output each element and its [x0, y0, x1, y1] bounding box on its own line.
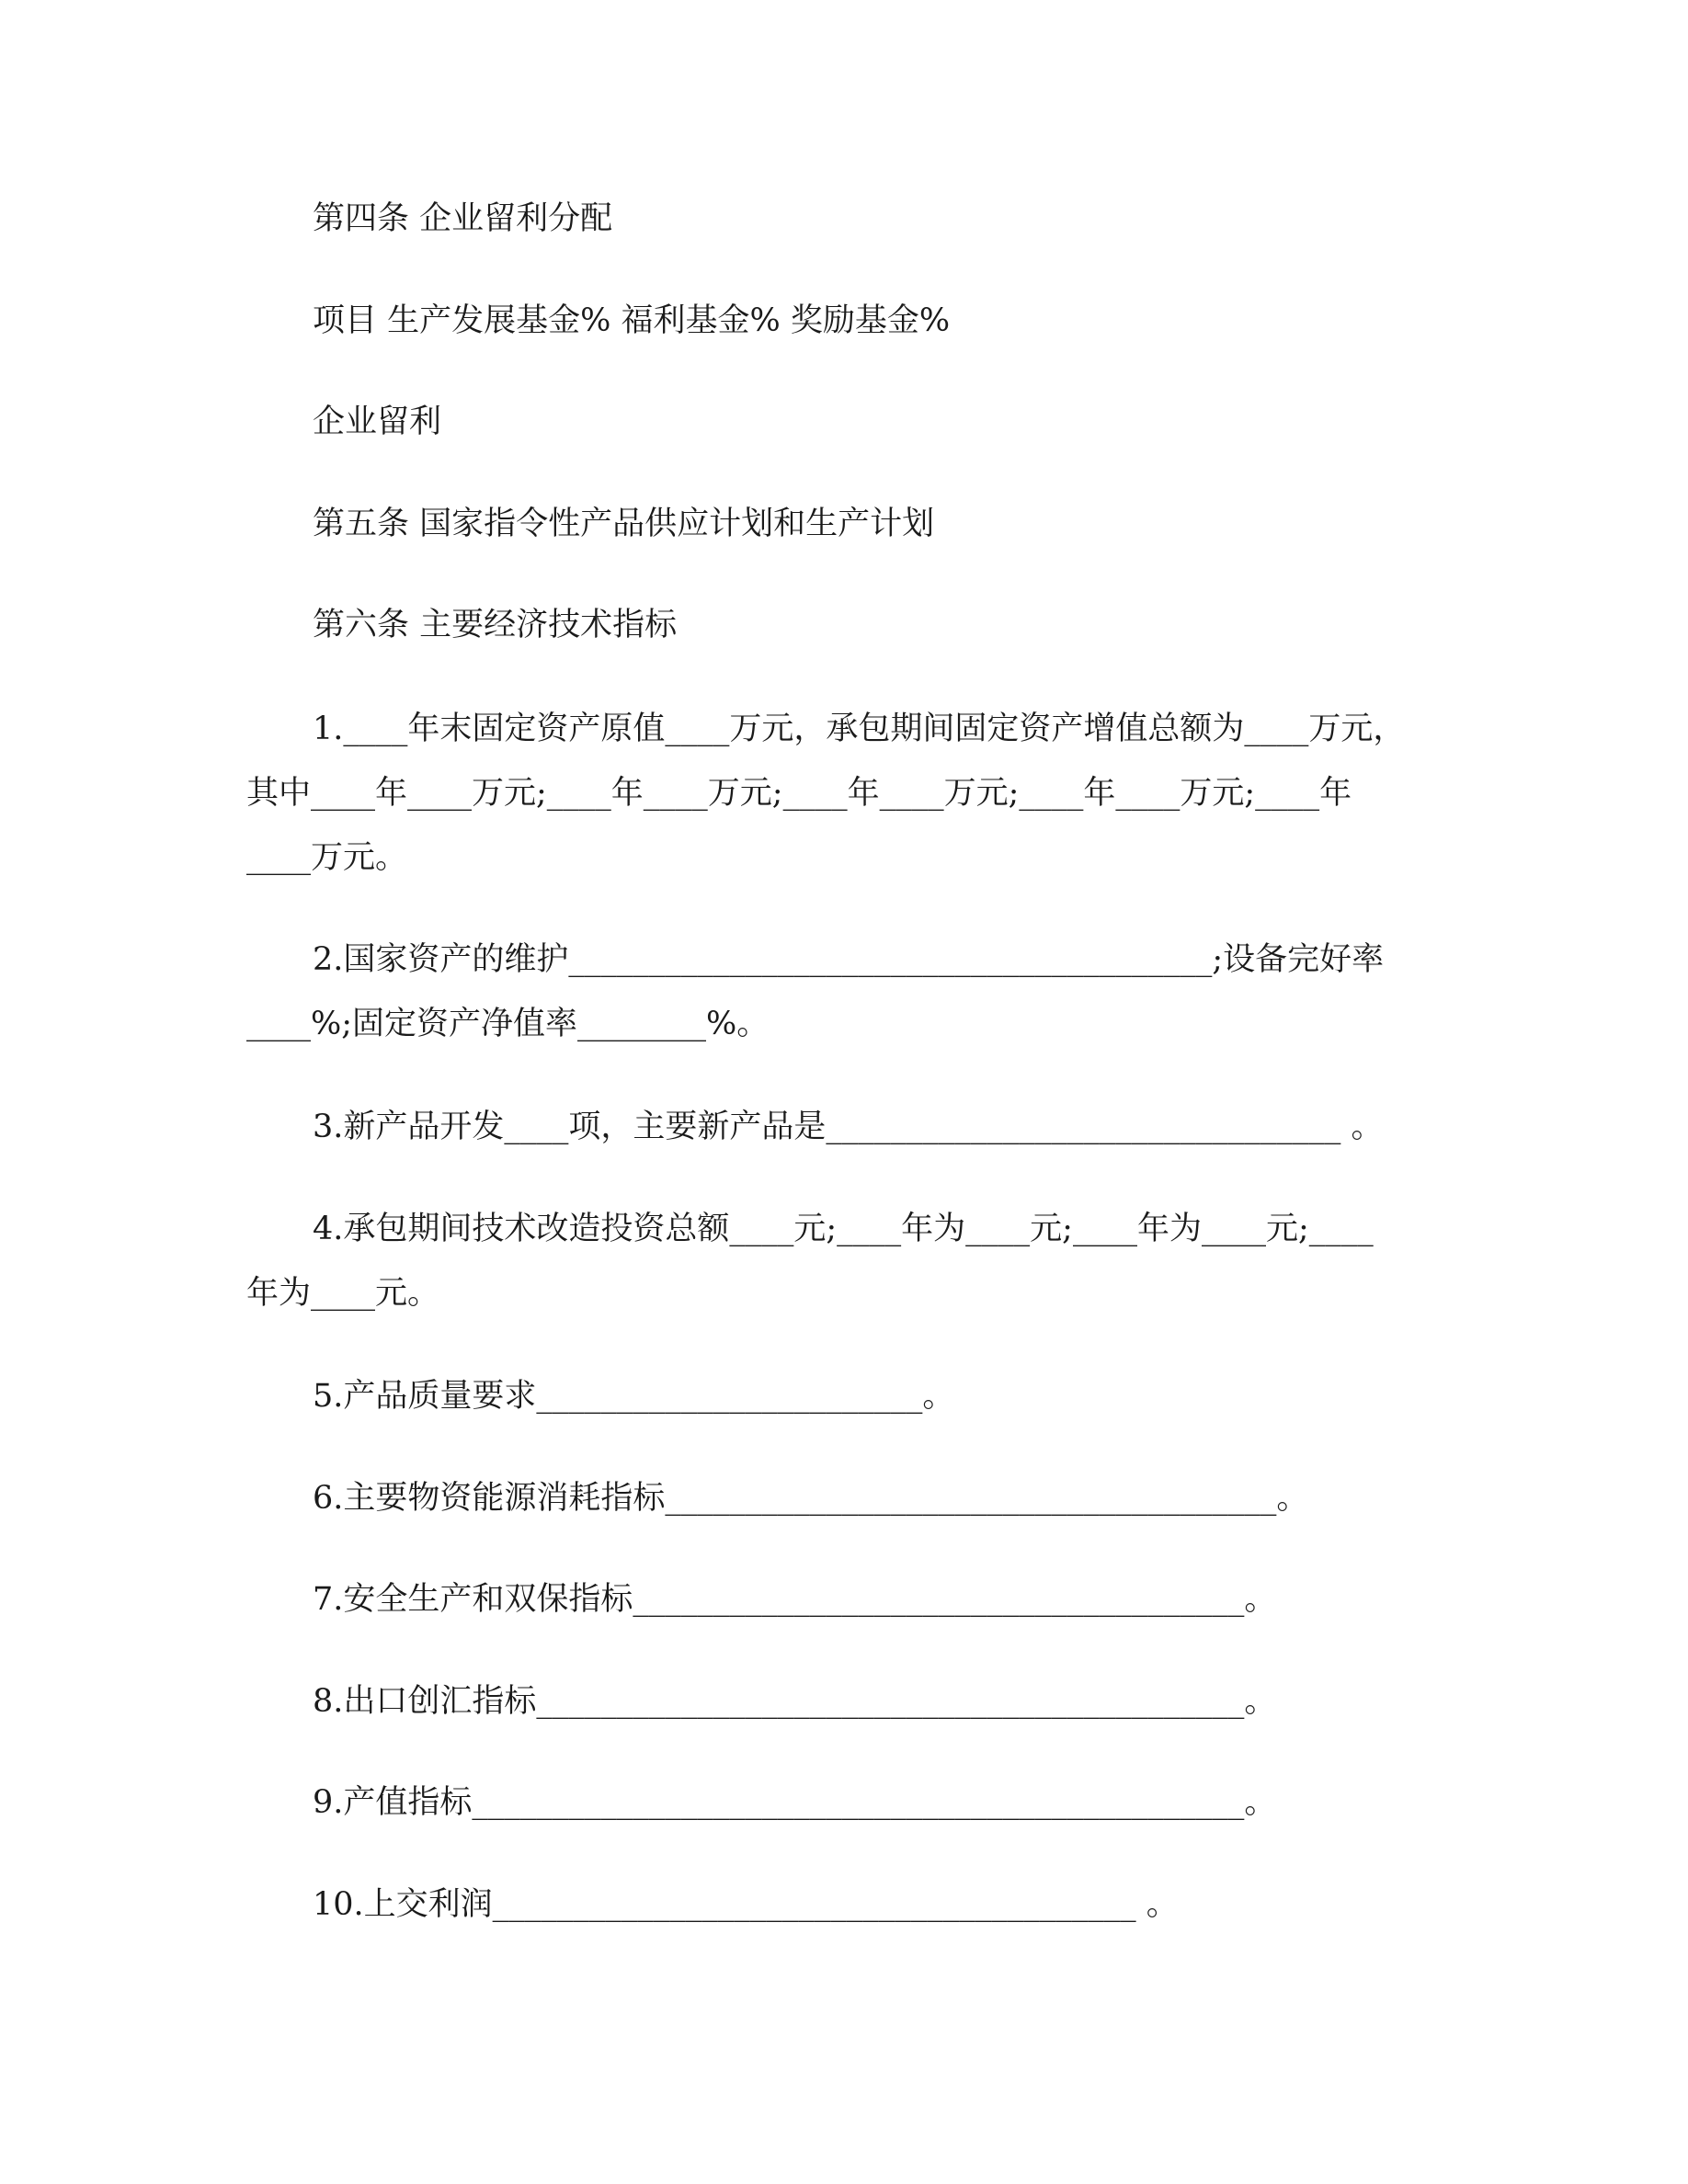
item5: 5.产品质量要求________________________。	[313, 1378, 955, 1415]
item9: 9.产值指标________________________________________________。	[313, 1784, 1277, 1821]
item2-line1: 2.国家资产的维护________________________________________;设备完好率	[313, 941, 1385, 978]
item6: 6.主要物资能源消耗指标______________________________________。	[313, 1480, 1309, 1517]
item1-line1: 1.____年末固定资产原值____万元，承包期间固定资产增值总额为____万元，	[313, 711, 1406, 747]
item10: 10.上交利润________________________________________ 。	[313, 1886, 1179, 1923]
article5-title: 第五条 国家指令性产品供应计划和生产计划	[313, 506, 935, 542]
article6-title: 第六条 主要经济技术指标	[313, 607, 678, 643]
item7: 7.安全生产和双保指标______________________________________。	[313, 1581, 1277, 1618]
table-header: 项目 生产发展基金% 福利基金% 奖励基金%	[313, 302, 951, 339]
item4-line2: 年为____元。	[246, 1275, 440, 1312]
item1-line2: 其中____年____万元;____年____万元;____年____万元;____年____万元;____年	[246, 775, 1352, 812]
article4-title: 第四条 企业留利分配	[313, 200, 613, 237]
item4-line1: 4.承包期间技术改造投资总额____元;____年为____元;____年为____元;____	[313, 1211, 1374, 1247]
item1-line3: ____万元。	[246, 839, 408, 876]
item3: 3.新产品开发____项，主要新产品是________________________________ 。	[313, 1109, 1384, 1145]
item8: 8.出口创汇指标____________________________________________。	[313, 1683, 1277, 1720]
table-row-label: 企业留利	[313, 404, 442, 440]
item2-line2: ____%;固定资产净值率________%。	[246, 1006, 770, 1042]
